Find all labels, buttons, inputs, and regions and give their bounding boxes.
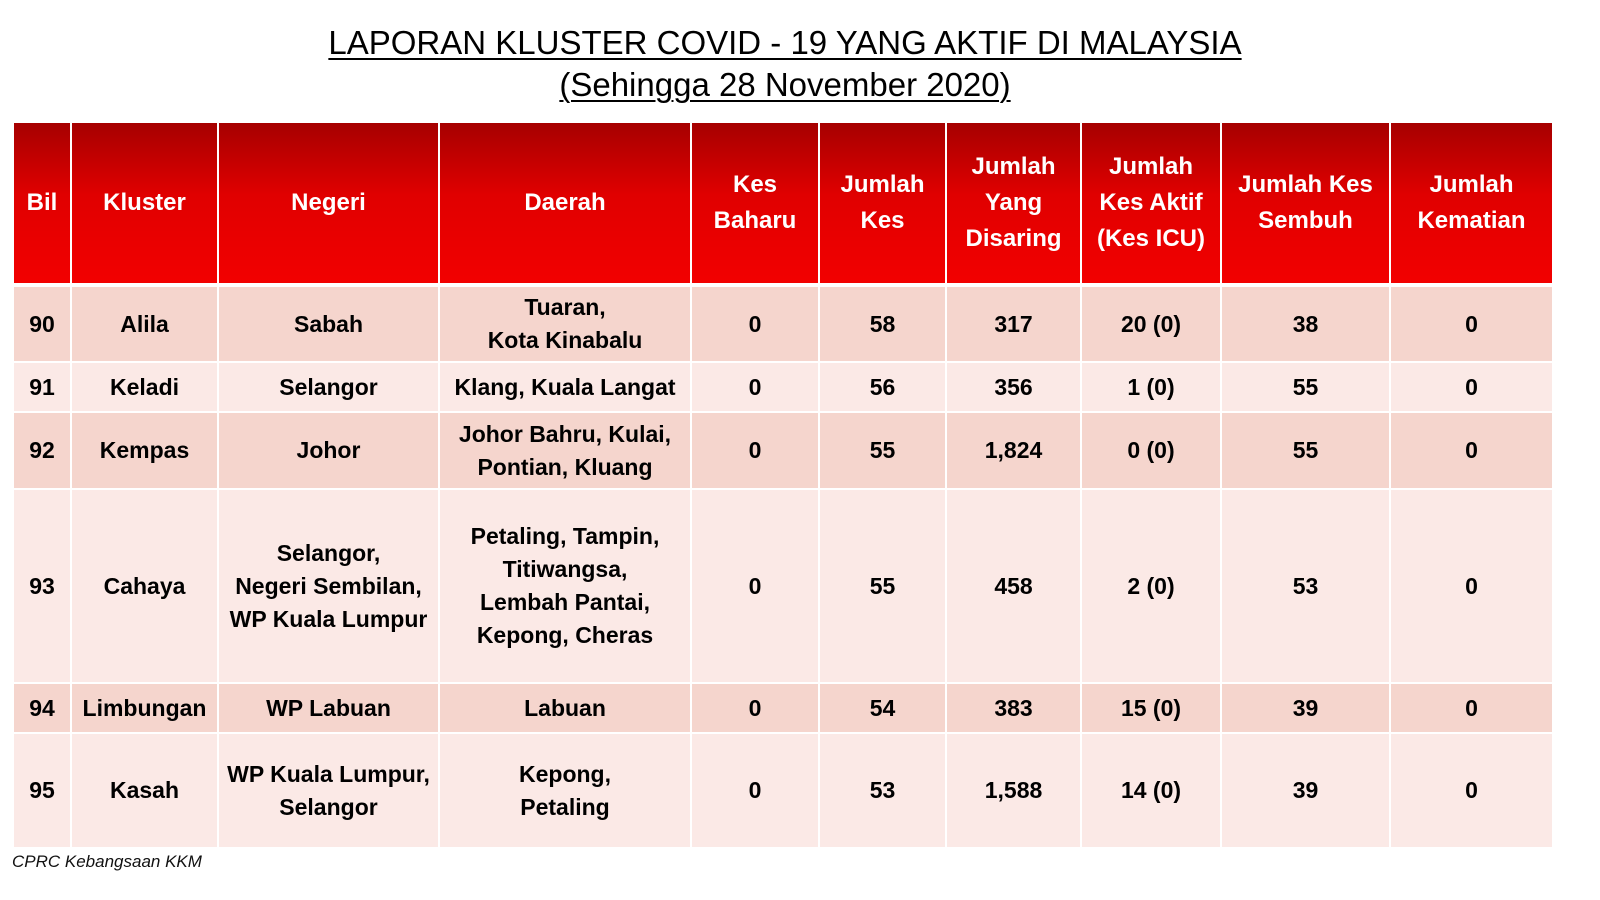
cell-bil: 94: [14, 683, 71, 733]
cell-kematian: 0: [1390, 733, 1552, 848]
cell-kes-aktif-icu: 1 (0): [1081, 362, 1221, 412]
cell-daerah: Kepong, Petaling: [439, 733, 691, 848]
cell-negeri: Selangor, Negeri Sembilan, WP Kuala Lumpur: [218, 489, 439, 683]
table-row: [14, 683, 1552, 733]
cell-jumlah-kes: 55: [819, 412, 946, 489]
header-kes-aktif-icu: Jumlah Kes Aktif (Kes ICU): [1081, 123, 1221, 285]
cell-kes-sembuh: 55: [1221, 412, 1390, 489]
cell-jumlah-disaring: 1,588: [946, 733, 1081, 848]
table-row: [14, 733, 1552, 848]
cell-kluster: Cahaya: [71, 489, 218, 683]
cell-jumlah-kes: 53: [819, 733, 946, 848]
report-title-line-2: (Sehingga 28 November 2020): [559, 66, 1011, 103]
cell-kes-sembuh: 39: [1221, 683, 1390, 733]
cell-jumlah-kes: 55: [819, 489, 946, 683]
cell-kluster: Keladi: [71, 362, 218, 412]
cell-kes-sembuh: 39: [1221, 733, 1390, 848]
cell-kes-aktif-icu: 14 (0): [1081, 733, 1221, 848]
header-jumlah-disaring: Jumlah Yang Disaring: [946, 123, 1081, 285]
cell-daerah: Labuan: [439, 683, 691, 733]
cell-negeri: Johor: [218, 412, 439, 489]
cell-kes-baharu: 0: [691, 362, 819, 412]
cell-jumlah-disaring: 383: [946, 683, 1081, 733]
cell-jumlah-disaring: 356: [946, 362, 1081, 412]
cell-daerah: Klang, Kuala Langat: [439, 362, 691, 412]
cell-bil: 92: [14, 412, 71, 489]
cell-kes-aktif-icu: 15 (0): [1081, 683, 1221, 733]
cell-jumlah-kes: 58: [819, 285, 946, 362]
header-kluster: Kluster: [71, 123, 218, 285]
table-row: [14, 412, 1552, 489]
cell-kematian: 0: [1390, 412, 1552, 489]
cell-kematian: 0: [1390, 362, 1552, 412]
cell-kes-baharu: 0: [691, 683, 819, 733]
cell-daerah: Tuaran, Kota Kinabalu: [439, 285, 691, 362]
cell-kluster: Kasah: [71, 733, 218, 848]
cell-negeri: WP Kuala Lumpur, Selangor: [218, 733, 439, 848]
cluster-table: [14, 123, 1552, 849]
cell-kematian: 0: [1390, 489, 1552, 683]
source-note: CPRC Kebangsaan KKM: [12, 852, 202, 871]
cell-kluster: Limbungan: [71, 683, 218, 733]
cell-jumlah-kes: 54: [819, 683, 946, 733]
cell-bil: 95: [14, 733, 71, 848]
cell-negeri: WP Labuan: [218, 683, 439, 733]
header-kematian: Jumlah Kematian: [1390, 123, 1552, 285]
cell-negeri: Sabah: [218, 285, 439, 362]
header-negeri: Negeri: [218, 123, 439, 285]
cell-kes-sembuh: 55: [1221, 362, 1390, 412]
header-daerah: Daerah: [439, 123, 691, 285]
cell-kematian: 0: [1390, 683, 1552, 733]
cell-jumlah-disaring: 458: [946, 489, 1081, 683]
table-row: [14, 362, 1552, 412]
table-row: [14, 489, 1552, 683]
report-title-line-1: LAPORAN KLUSTER COVID - 19 YANG AKTIF DI MALAYSIA: [328, 24, 1242, 61]
cell-bil: 90: [14, 285, 71, 362]
table-row: [14, 285, 1552, 362]
cell-kes-aktif-icu: 2 (0): [1081, 489, 1221, 683]
cell-kes-baharu: 0: [691, 489, 819, 683]
cell-daerah: Johor Bahru, Kulai, Pontian, Kluang: [439, 412, 691, 489]
header-bil: Bil: [14, 123, 71, 285]
cell-kematian: 0: [1390, 285, 1552, 362]
cell-kluster: Alila: [71, 285, 218, 362]
report-title: [0, 22, 1570, 106]
cell-daerah: Petaling, Tampin, Titiwangsa, Lembah Pantai, Kepong, Cheras: [439, 489, 691, 683]
cell-jumlah-disaring: 317: [946, 285, 1081, 362]
cell-kes-sembuh: 53: [1221, 489, 1390, 683]
cell-negeri: Selangor: [218, 362, 439, 412]
cell-kes-baharu: 0: [691, 285, 819, 362]
cell-kes-aktif-icu: 20 (0): [1081, 285, 1221, 362]
cell-kes-baharu: 0: [691, 733, 819, 848]
table-header-row: [14, 123, 1552, 285]
header-jumlah-kes: Jumlah Kes: [819, 123, 946, 285]
cell-bil: 91: [14, 362, 71, 412]
cell-jumlah-kes: 56: [819, 362, 946, 412]
header-kes-baharu: Kes Baharu: [691, 123, 819, 285]
cell-kes-aktif-icu: 0 (0): [1081, 412, 1221, 489]
cell-kluster: Kempas: [71, 412, 218, 489]
cell-kes-sembuh: 38: [1221, 285, 1390, 362]
cell-bil: 93: [14, 489, 71, 683]
cell-jumlah-disaring: 1,824: [946, 412, 1081, 489]
cell-kes-baharu: 0: [691, 412, 819, 489]
header-kes-sembuh: Jumlah Kes Sembuh: [1221, 123, 1390, 285]
